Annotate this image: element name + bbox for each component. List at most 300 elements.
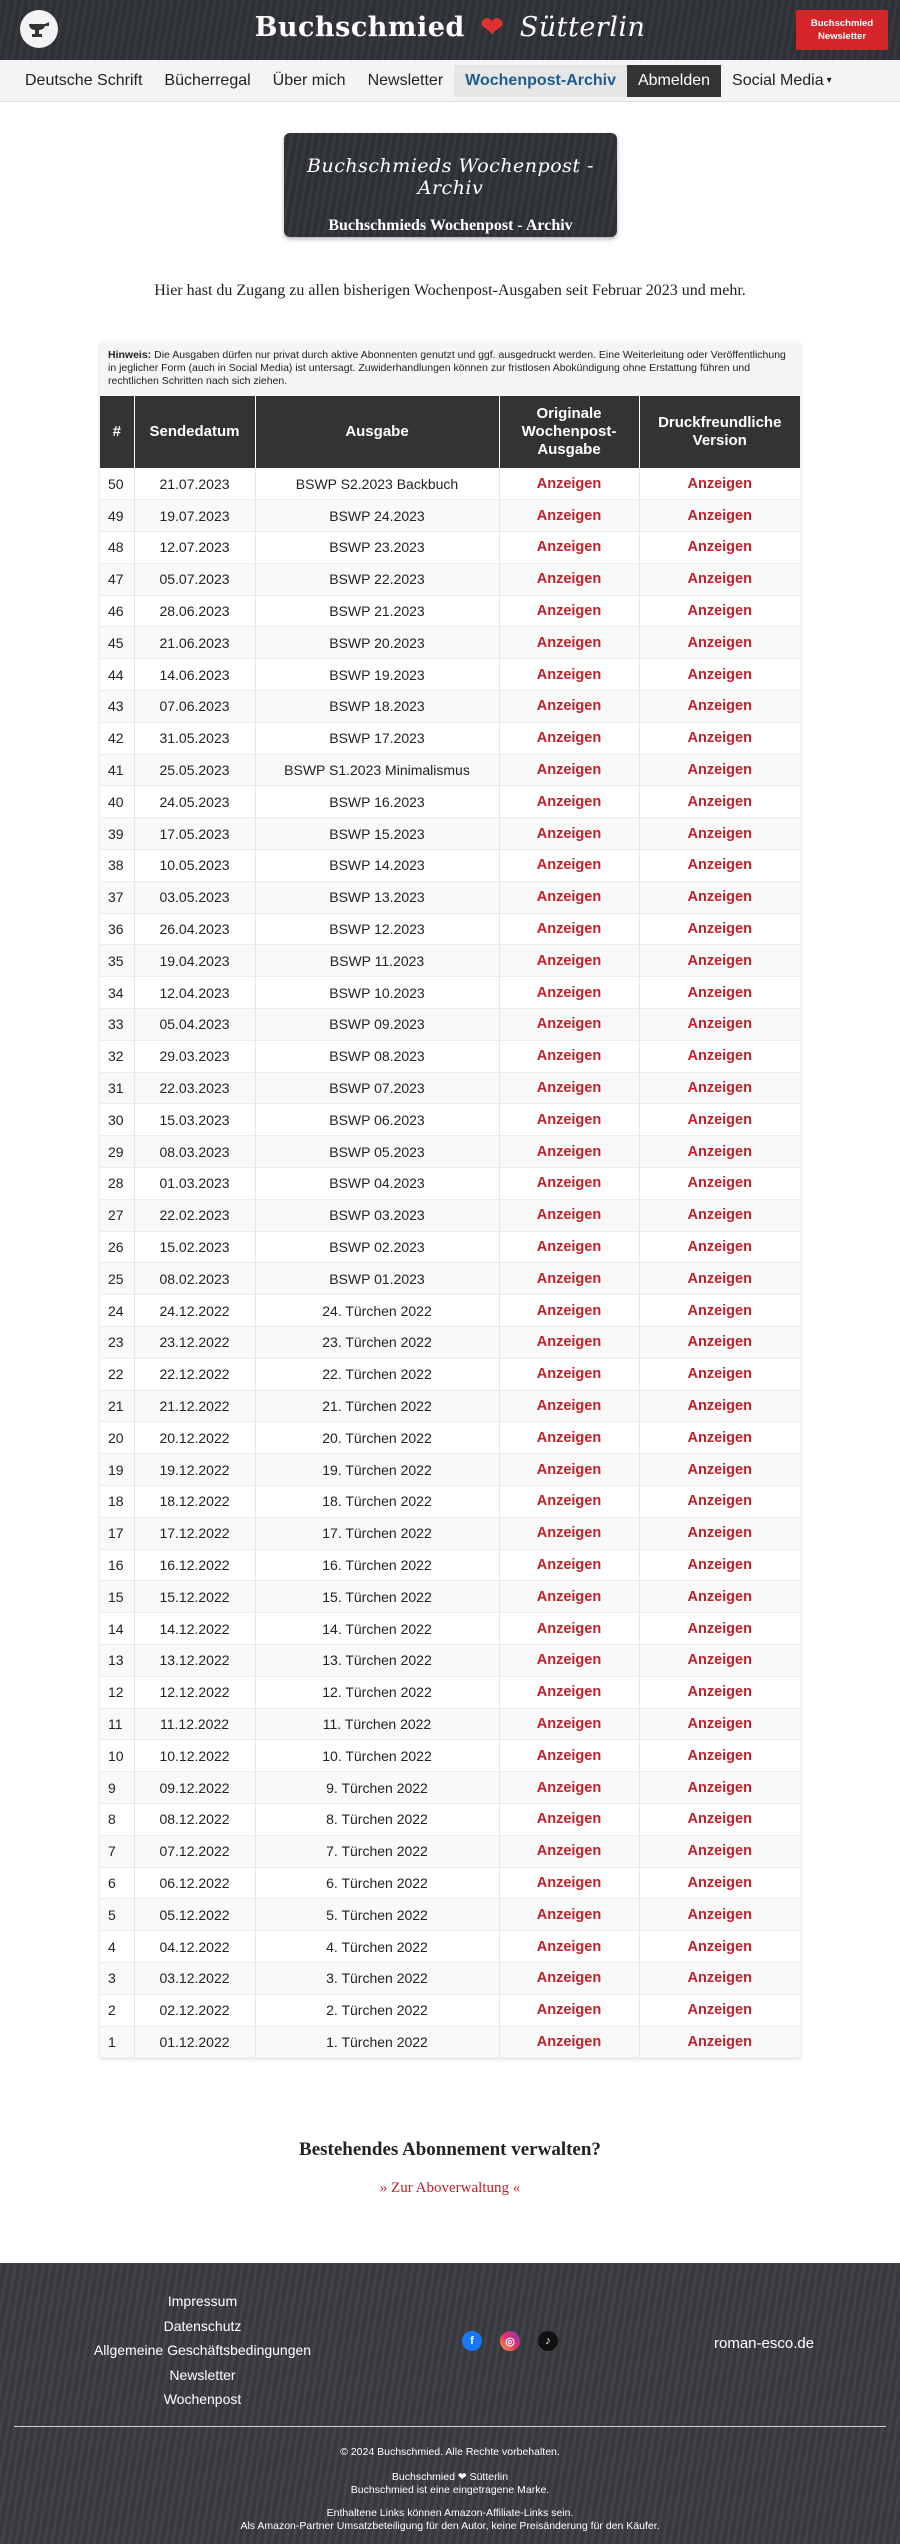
row-number: 3 [100,1962,134,1994]
row-number: 15 [100,1581,134,1613]
row-number: 16 [100,1549,134,1581]
view-printable-link[interactable]: Anzeigen [639,1899,800,1931]
table-header-row [100,396,800,468]
view-printable-link[interactable]: Anzeigen [639,563,800,595]
heart-icon: ❤ [480,12,504,43]
view-printable-link[interactable]: Anzeigen [639,1549,800,1581]
view-printable-link[interactable]: Anzeigen [639,1581,800,1613]
table-row [100,627,800,659]
view-printable-link[interactable]: Anzeigen [639,722,800,754]
table-row [100,1422,800,1454]
view-printable-link[interactable]: Anzeigen [639,1040,800,1072]
header-printable: Druckfreundliche Version [639,396,800,468]
row-date: 07.06.2023 [134,691,255,723]
view-printable-link[interactable]: Anzeigen [639,595,800,627]
row-issue: BSWP 20.2023 [255,627,499,659]
row-date: 19.04.2023 [134,945,255,977]
view-original-link[interactable]: Anzeigen [499,1740,639,1772]
view-printable-link[interactable]: Anzeigen [639,754,800,786]
view-original-link[interactable]: Anzeigen [499,722,639,754]
view-printable-link[interactable]: Anzeigen [639,1867,800,1899]
row-issue: BSWP 16.2023 [255,786,499,818]
row-number: 35 [100,945,134,977]
view-printable-link[interactable]: Anzeigen [639,1454,800,1486]
archive-table-body [100,468,800,2058]
view-printable-link[interactable]: Anzeigen [639,627,800,659]
row-issue: 17. Türchen 2022 [255,1517,499,1549]
table-row [100,1708,800,1740]
footer-domain-link[interactable]: roman-esco.de [714,2335,815,2352]
view-original-link[interactable]: Anzeigen [499,1772,639,1804]
view-printable-link[interactable]: Anzeigen [639,1835,800,1867]
row-date: 24.05.2023 [134,786,255,818]
caret-down-icon: ▾ [826,75,832,86]
notice-box [100,342,800,396]
social-icons [462,2331,558,2351]
row-number: 36 [100,913,134,945]
row-issue: BSWP S1.2023 Minimalismus [255,754,499,786]
facebook-icon[interactable]: f [462,2331,482,2351]
row-date: 16.12.2022 [134,1549,255,1581]
row-issue: 14. Türchen 2022 [255,1613,499,1645]
nav-item-ueber-mich[interactable]: Über mich [272,71,346,89]
row-number: 26 [100,1231,134,1263]
row-number: 30 [100,1104,134,1136]
view-printable-link[interactable]: Anzeigen [639,500,800,532]
row-number: 33 [100,1009,134,1041]
row-issue: BSWP 07.2023 [255,1072,499,1104]
view-original-link[interactable]: Anzeigen [499,1486,639,1518]
view-printable-link[interactable]: Anzeigen [639,1358,800,1390]
row-date: 15.12.2022 [134,1581,255,1613]
table-row [100,786,800,818]
view-printable-link[interactable]: Anzeigen [639,659,800,691]
row-date: 21.06.2023 [134,627,255,659]
nav-item-social-media[interactable] [721,65,843,97]
footer-trademark [0,2471,900,2497]
footer-link-wochenpost[interactable]: Wochenpost [163,2391,242,2407]
view-original-link[interactable]: Anzeigen [499,1199,639,1231]
table-row [100,1327,800,1359]
row-issue: BSWP 19.2023 [255,659,499,691]
row-issue: BSWP 23.2023 [255,532,499,564]
nav-item-buecherregal[interactable]: Bücherregal [164,71,251,89]
row-number: 25 [100,1263,134,1295]
row-date: 26.04.2023 [134,913,255,945]
view-original-link[interactable]: Anzeigen [499,977,639,1009]
row-issue: 16. Türchen 2022 [255,1549,499,1581]
nav-item-wochenpost-archiv[interactable]: Wochenpost-Archiv [454,65,627,97]
row-number: 45 [100,627,134,659]
table-row [100,945,800,977]
view-original-link[interactable]: Anzeigen [499,1549,639,1581]
newsletter-button-line1: Buchschmied [810,18,874,29]
newsletter-button-line2: Newsletter [817,31,867,42]
row-date: 25.05.2023 [134,754,255,786]
view-printable-link[interactable]: Anzeigen [639,945,800,977]
row-number: 40 [100,786,134,818]
view-original-link[interactable]: Anzeigen [499,1454,639,1486]
row-issue: 22. Türchen 2022 [255,1358,499,1390]
table-row [100,1803,800,1835]
table-row [100,1104,800,1136]
view-printable-link[interactable]: Anzeigen [639,1199,800,1231]
view-original-link[interactable]: Anzeigen [499,500,639,532]
row-number: 43 [100,691,134,723]
row-issue: BSWP 02.2023 [255,1231,499,1263]
view-printable-link[interactable]: Anzeigen [639,1613,800,1645]
brand-title[interactable] [0,12,900,43]
brand-right: Sütterlin [519,12,646,43]
intro-text: Hier hast du Zugang zu allen bisherigen Wochenpost-Ausgaben seit Februar 2023 und mehr. [154,282,746,299]
view-printable-link[interactable]: Anzeigen [639,1104,800,1136]
view-printable-link[interactable]: Anzeigen [639,1994,800,2026]
subscription-management-link[interactable]: » Zur Aboverwaltung « [379,2180,521,2196]
view-original-link[interactable]: Anzeigen [499,1327,639,1359]
view-printable-link[interactable]: Anzeigen [639,1962,800,1994]
table-row [100,1454,800,1486]
view-original-link[interactable]: Anzeigen [499,881,639,913]
notice-label: Hinweis: [108,349,152,361]
footer-link-newsletter[interactable]: Newsletter [169,2366,236,2383]
row-number: 11 [100,1708,134,1740]
row-issue: BSWP 06.2023 [255,1104,499,1136]
table-row [100,1581,800,1613]
view-original-link[interactable]: Anzeigen [499,818,639,850]
row-date: 07.12.2022 [134,1835,255,1867]
footer-links [80,2289,325,2412]
table-row [100,1931,800,1963]
table-row [100,1168,800,1200]
view-original-link[interactable]: Anzeigen [499,1867,639,1899]
view-original-link[interactable]: Anzeigen [499,1040,639,1072]
row-number: 22 [100,1358,134,1390]
view-original-link[interactable]: Anzeigen [499,2026,639,2058]
row-number: 7 [100,1835,134,1867]
table-row [100,913,800,945]
row-number: 2 [100,1994,134,2026]
row-number: 8 [100,1803,134,1835]
table-row [100,1263,800,1295]
view-printable-link[interactable]: Anzeigen [639,1740,800,1772]
row-issue: 18. Türchen 2022 [255,1486,499,1518]
row-date: 19.07.2023 [134,500,255,532]
row-issue: BSWP 12.2023 [255,913,499,945]
table-row [100,1231,800,1263]
footer-copyright: © 2024 Buchschmied. Alle Rechte vorbehalten. [340,2446,560,2458]
view-printable-link[interactable]: Anzeigen [639,1072,800,1104]
view-original-link[interactable]: Anzeigen [499,1962,639,1994]
footer-link-agb[interactable]: Allgemeine Geschäftsbedingungen [93,2342,312,2358]
row-date: 08.02.2023 [134,1263,255,1295]
row-issue: BSWP 10.2023 [255,977,499,1009]
table-row [100,1613,800,1645]
view-printable-link[interactable]: Anzeigen [639,977,800,1009]
row-issue: BSWP 08.2023 [255,1040,499,1072]
row-date: 02.12.2022 [134,1994,255,2026]
row-number: 41 [100,754,134,786]
view-printable-link[interactable]: Anzeigen [639,1390,800,1422]
view-printable-link[interactable]: Anzeigen [639,1009,800,1041]
view-printable-link[interactable]: Anzeigen [639,1708,800,1740]
archive-section [100,342,800,2058]
newsletter-button[interactable] [796,10,888,50]
row-number: 29 [100,1136,134,1168]
view-original-link[interactable]: Anzeigen [499,1899,639,1931]
view-original-link[interactable]: Anzeigen [499,1931,639,1963]
row-issue: 6. Türchen 2022 [255,1867,499,1899]
view-printable-link[interactable]: Anzeigen [639,1263,800,1295]
view-original-link[interactable]: Anzeigen [499,468,639,500]
table-row [100,818,800,850]
row-issue: 11. Türchen 2022 [255,1708,499,1740]
table-row [100,2026,800,2058]
view-original-link[interactable]: Anzeigen [499,1390,639,1422]
view-original-link[interactable]: Anzeigen [499,1517,639,1549]
row-date: 08.12.2022 [134,1803,255,1835]
view-printable-link[interactable]: Anzeigen [639,1136,800,1168]
row-issue: 13. Türchen 2022 [255,1644,499,1676]
row-date: 05.04.2023 [134,1009,255,1041]
row-date: 04.12.2022 [134,1931,255,1963]
table-row [100,850,800,882]
view-original-link[interactable]: Anzeigen [499,1422,639,1454]
row-issue: 20. Türchen 2022 [255,1422,499,1454]
table-row [100,1295,800,1327]
row-issue: BSWP 18.2023 [255,691,499,723]
view-printable-link[interactable]: Anzeigen [639,1422,800,1454]
tiktok-icon[interactable]: ♪ [538,2331,558,2351]
row-date: 31.05.2023 [134,722,255,754]
main-nav [0,60,900,102]
view-original-link[interactable]: Anzeigen [499,532,639,564]
footer-affiliate-line2: Als Amazon-Partner Umsatzbeteiligung für den Autor, keine Preisänderung für den Käufer. [240,2520,660,2532]
row-number: 28 [100,1168,134,1200]
row-date: 17.12.2022 [134,1517,255,1549]
view-printable-link[interactable]: Anzeigen [639,1168,800,1200]
row-number: 50 [100,468,134,500]
footer-trademark-line1: Buchschmied ❤ Sütterlin [391,2471,509,2483]
table-row [100,1740,800,1772]
brand-left: Buchschmied [254,12,465,43]
table-row [100,1867,800,1899]
view-printable-link[interactable]: Anzeigen [639,468,800,500]
row-number: 34 [100,977,134,1009]
table-row [100,1358,800,1390]
table-row [100,1994,800,2026]
row-issue: 1. Türchen 2022 [255,2026,499,2058]
row-issue: 9. Türchen 2022 [255,1772,499,1804]
table-row [100,1644,800,1676]
archive-table [100,396,800,2058]
view-printable-link[interactable]: Anzeigen [639,1803,800,1835]
view-original-link[interactable]: Anzeigen [499,595,639,627]
view-printable-link[interactable]: Anzeigen [639,850,800,882]
view-printable-link[interactable]: Anzeigen [639,2026,800,2058]
view-original-link[interactable]: Anzeigen [499,850,639,882]
row-date: 14.12.2022 [134,1613,255,1645]
view-printable-link[interactable]: Anzeigen [639,1295,800,1327]
row-issue: 19. Türchen 2022 [255,1454,499,1486]
row-number: 38 [100,850,134,882]
row-date: 05.12.2022 [134,1899,255,1931]
top-header [0,0,900,60]
row-issue: BSWP 05.2023 [255,1136,499,1168]
row-date: 24.12.2022 [134,1295,255,1327]
view-printable-link[interactable]: Anzeigen [639,1676,800,1708]
view-original-link[interactable]: Anzeigen [499,627,639,659]
row-date: 03.12.2022 [134,1962,255,1994]
view-original-link[interactable]: Anzeigen [499,1072,639,1104]
row-number: 42 [100,722,134,754]
row-date: 13.12.2022 [134,1644,255,1676]
view-printable-link[interactable]: Anzeigen [639,881,800,913]
row-date: 22.12.2022 [134,1358,255,1390]
table-row [100,1136,800,1168]
row-issue: 2. Türchen 2022 [255,1994,499,2026]
view-original-link[interactable]: Anzeigen [499,754,639,786]
view-original-link[interactable]: Anzeigen [499,1358,639,1390]
nav-item-newsletter[interactable]: Newsletter [367,71,444,89]
table-row [100,659,800,691]
table-row [100,1486,800,1518]
header-number: # [100,396,134,468]
row-date: 28.06.2023 [134,595,255,627]
table-row [100,1835,800,1867]
row-date: 12.07.2023 [134,532,255,564]
row-date: 29.03.2023 [134,1040,255,1072]
row-issue: BSWP 13.2023 [255,881,499,913]
footer-trademark-line2: Buchschmied ist eine eingetragene Marke. [350,2484,550,2496]
view-original-link[interactable]: Anzeigen [499,691,639,723]
view-original-link[interactable]: Anzeigen [499,945,639,977]
footer-link-datenschutz[interactable]: Datenschutz [163,2317,242,2334]
footer-divider [14,2426,886,2427]
row-issue: BSWP 22.2023 [255,563,499,595]
plate-script-title: Buchschmieds Wochenpost - Archiv [307,155,594,199]
header-date: Sendedatum [134,396,255,468]
view-printable-link[interactable]: Anzeigen [639,818,800,850]
view-original-link[interactable]: Anzeigen [499,1581,639,1613]
view-original-link[interactable]: Anzeigen [499,1708,639,1740]
view-printable-link[interactable]: Anzeigen [639,691,800,723]
view-original-link[interactable]: Anzeigen [499,1295,639,1327]
table-row [100,1676,800,1708]
view-printable-link[interactable]: Anzeigen [639,913,800,945]
footer-link-impressum[interactable]: Impressum [167,2293,238,2309]
row-number: 20 [100,1422,134,1454]
row-date: 03.05.2023 [134,881,255,913]
row-number: 23 [100,1327,134,1359]
view-printable-link[interactable]: Anzeigen [639,1327,800,1359]
row-issue: BSWP 21.2023 [255,595,499,627]
row-number: 47 [100,563,134,595]
table-row [100,1962,800,1994]
row-issue: BSWP 11.2023 [255,945,499,977]
view-original-link[interactable]: Anzeigen [499,1676,639,1708]
row-number: 18 [100,1486,134,1518]
view-original-link[interactable]: Anzeigen [499,913,639,945]
view-original-link[interactable]: Anzeigen [499,1009,639,1041]
row-issue: 24. Türchen 2022 [255,1295,499,1327]
row-issue: 7. Türchen 2022 [255,1835,499,1867]
view-printable-link[interactable]: Anzeigen [639,786,800,818]
row-date: 15.02.2023 [134,1231,255,1263]
footer [0,2263,900,2544]
view-original-link[interactable]: Anzeigen [499,1613,639,1645]
row-date: 17.05.2023 [134,818,255,850]
nav-item-deutsche-schrift[interactable]: Deutsche Schrift [25,71,143,89]
view-original-link[interactable]: Anzeigen [499,563,639,595]
row-number: 31 [100,1072,134,1104]
footer-affiliate-line1: Enthaltene Links können Amazon-Affiliate-Links sein. [326,2507,574,2519]
row-date: 18.12.2022 [134,1486,255,1518]
row-date: 20.12.2022 [134,1422,255,1454]
view-original-link[interactable]: Anzeigen [499,1263,639,1295]
view-printable-link[interactable]: Anzeigen [639,1231,800,1263]
table-row [100,722,800,754]
table-row [100,1390,800,1422]
view-original-link[interactable]: Anzeigen [499,786,639,818]
row-number: 32 [100,1040,134,1072]
row-number: 4 [100,1931,134,1963]
row-date: 14.06.2023 [134,659,255,691]
view-original-link[interactable]: Anzeigen [499,1104,639,1136]
view-original-link[interactable]: Anzeigen [499,1168,639,1200]
row-issue: BSWP 15.2023 [255,818,499,850]
view-original-link[interactable]: Anzeigen [499,1835,639,1867]
row-issue: BSWP 17.2023 [255,722,499,754]
table-row [100,754,800,786]
view-original-link[interactable]: Anzeigen [499,1803,639,1835]
view-printable-link[interactable]: Anzeigen [639,532,800,564]
view-printable-link[interactable]: Anzeigen [639,1486,800,1518]
table-row [100,1772,800,1804]
row-date: 21.12.2022 [134,1390,255,1422]
view-original-link[interactable]: Anzeigen [499,1136,639,1168]
row-number: 19 [100,1454,134,1486]
row-issue: 8. Türchen 2022 [255,1803,499,1835]
row-issue: 3. Türchen 2022 [255,1962,499,1994]
nav-item-abmelden[interactable]: Abmelden [627,65,721,97]
row-number: 6 [100,1867,134,1899]
row-issue: 4. Türchen 2022 [255,1931,499,1963]
row-number: 37 [100,881,134,913]
instagram-icon[interactable]: ◎ [500,2331,520,2351]
row-number: 5 [100,1899,134,1931]
row-date: 10.05.2023 [134,850,255,882]
view-printable-link[interactable]: Anzeigen [639,1931,800,1963]
table-row [100,1199,800,1231]
row-issue: BSWP 04.2023 [255,1168,499,1200]
row-date: 05.07.2023 [134,563,255,595]
view-printable-link[interactable]: Anzeigen [639,1644,800,1676]
row-issue: 5. Türchen 2022 [255,1899,499,1931]
row-date: 15.03.2023 [134,1104,255,1136]
view-original-link[interactable]: Anzeigen [499,1231,639,1263]
row-issue: BSWP 01.2023 [255,1263,499,1295]
view-printable-link[interactable]: Anzeigen [639,1517,800,1549]
row-date: 01.03.2023 [134,1168,255,1200]
row-number: 27 [100,1199,134,1231]
view-original-link[interactable]: Anzeigen [499,1994,639,2026]
row-date: 08.03.2023 [134,1136,255,1168]
view-original-link[interactable]: Anzeigen [499,659,639,691]
row-number: 13 [100,1644,134,1676]
view-printable-link[interactable]: Anzeigen [639,1772,800,1804]
view-original-link[interactable]: Anzeigen [499,1644,639,1676]
table-row [100,500,800,532]
